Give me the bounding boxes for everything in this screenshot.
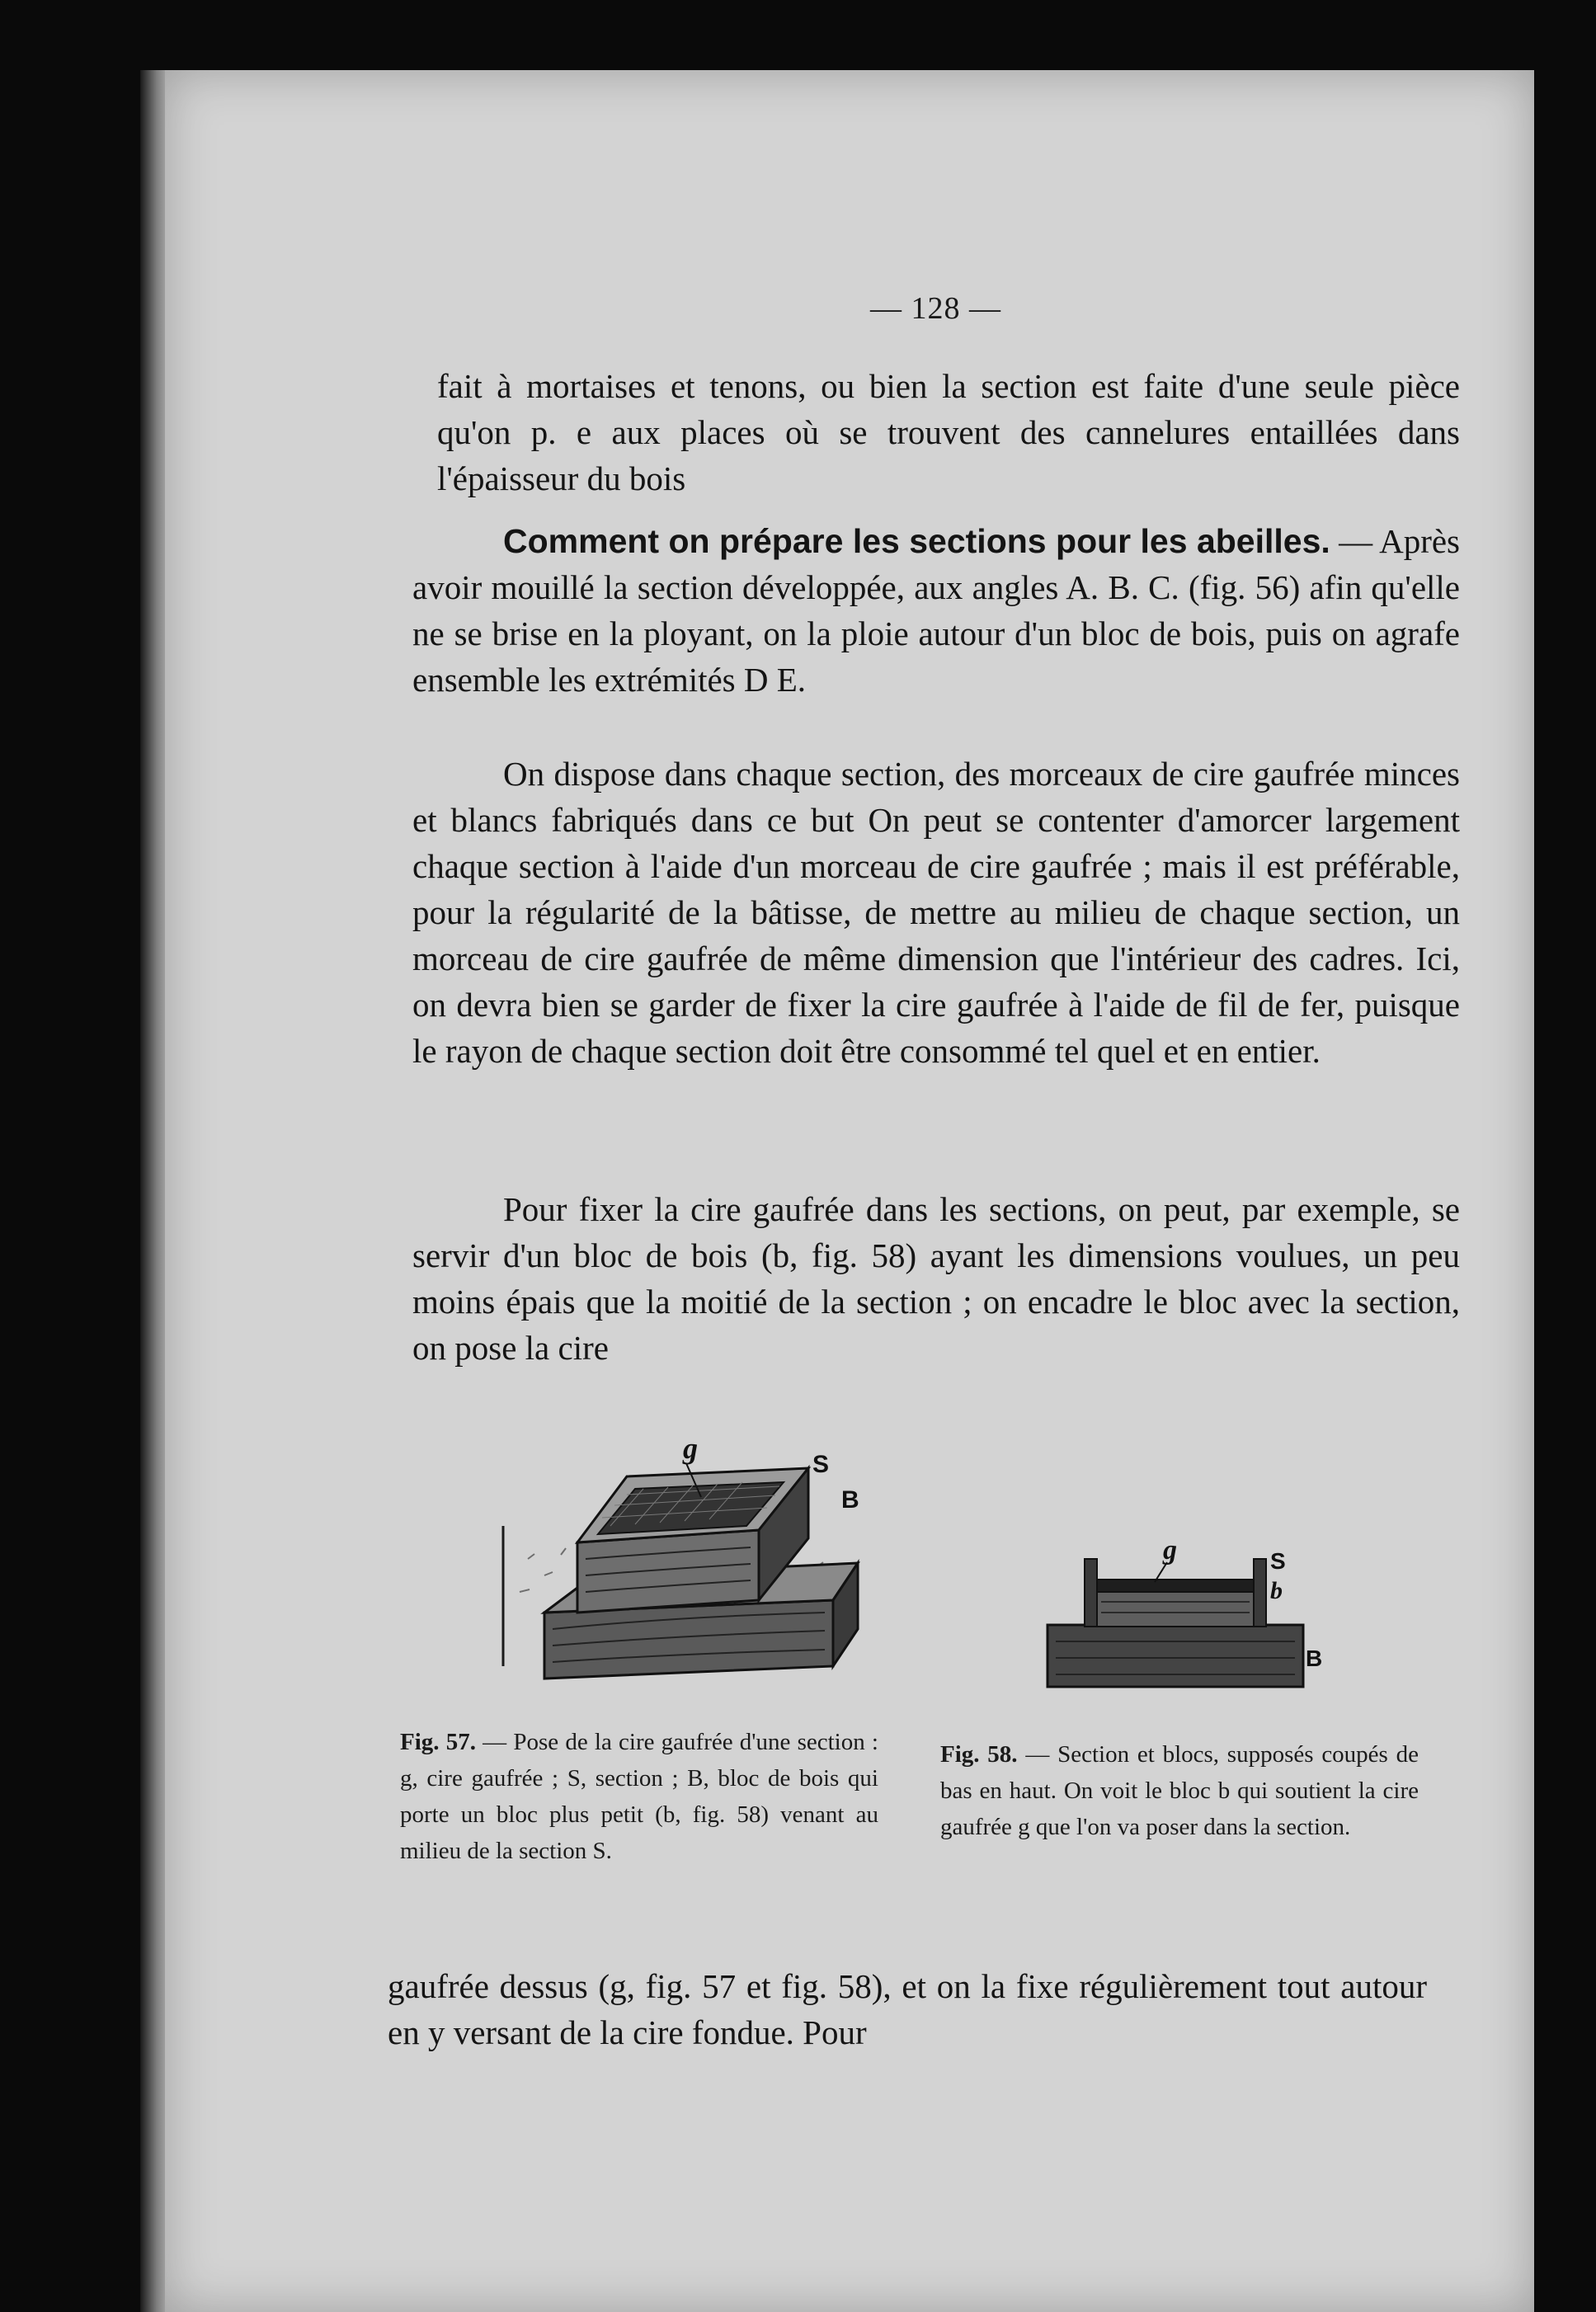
figure-57-illustration	[495, 1435, 874, 1683]
figure-58-caption-text: — Section et blocs, supposés coupés de bas en haut. On voit le bloc b qui soutient la cire gaufrée g que l'on va poser dans la section.	[940, 1741, 1419, 1840]
paragraph-2-body: — Après avoir mouillé la section développée, aux angles A. B. C. (fig. 56) afin qu'elle ne se brise en la ployant, on la ploie autour d'un bloc de bois, puis on agrafe ensemble les extrémités D E.	[412, 522, 1461, 699]
figure-58-illustration	[1031, 1534, 1328, 1691]
fig57-label-s: S	[812, 1451, 830, 1478]
section-heading: Comment on prépare les sections pour les abeilles.	[503, 522, 1330, 560]
fig58-label-b-small: b	[1270, 1577, 1283, 1604]
paragraph-1: fait à mortaises et tenons, ou bien la section est faite d'une seule pièce qu'on p. e aux places où se trouvent des cannelures entaillées dans l'épaisseur du bois	[437, 367, 1460, 497]
fig58-label-g: g	[1163, 1535, 1177, 1566]
fig58-label-b: B	[1306, 1646, 1323, 1671]
figure-57-caption-label: Fig. 57.	[400, 1729, 476, 1755]
figure-57-caption	[400, 1724, 878, 1869]
fig57-label-g: g	[683, 1435, 698, 1465]
paragraph-2	[412, 518, 1460, 703]
paragraph-5: gaufrée dessus (g, fig. 57 et fig. 58), et on la fixe régulièrement tout autour en y versant de la cire fondue. Pour	[388, 1967, 1427, 2051]
figure-58-caption-label: Fig. 58.	[940, 1741, 1018, 1768]
page-number: — 128 —	[870, 291, 1001, 326]
figure-57-caption-text: — Pose de la cire gaufrée d'une section : g, cire gaufrée ; S, section ; B, bloc de bois qui porte un bloc plus petit (b, fig. 58) venant au milieu de la section S.	[400, 1729, 878, 1864]
fig57-label-b: B	[841, 1486, 859, 1514]
paragraph-3: On dispose dans chaque section, des morceaux de cire gaufrée minces et blancs fabriqués dans ce but On peut se contenter d'amorcer largement chaque section à l'aide d'un morceau de cire gaufrée ; mais il est préférable, pour la régularité de la bâtisse, de mettre au milieu de chaque section, un morceau de cire gaufrée de même dimension que l'intérieur des cadres. Ici, on devra bien se garder de fixer la cire gaufrée à l'aide de fil de fer, puisque le rayon de chaque section doit être consommé tel quel et en entier.	[412, 755, 1460, 1070]
fig58-label-s: S	[1270, 1548, 1286, 1574]
paragraph-4: Pour fixer la cire gaufrée dans les sections, on peut, par exemple, se servir d'un bloc de bois (b, fig. 58) ayant les dimensions voulues, un peu moins épais que la moitié de la section ; on encadre le bloc avec la section, on pose la cire	[412, 1190, 1460, 1367]
figure-58-caption	[940, 1736, 1419, 1845]
